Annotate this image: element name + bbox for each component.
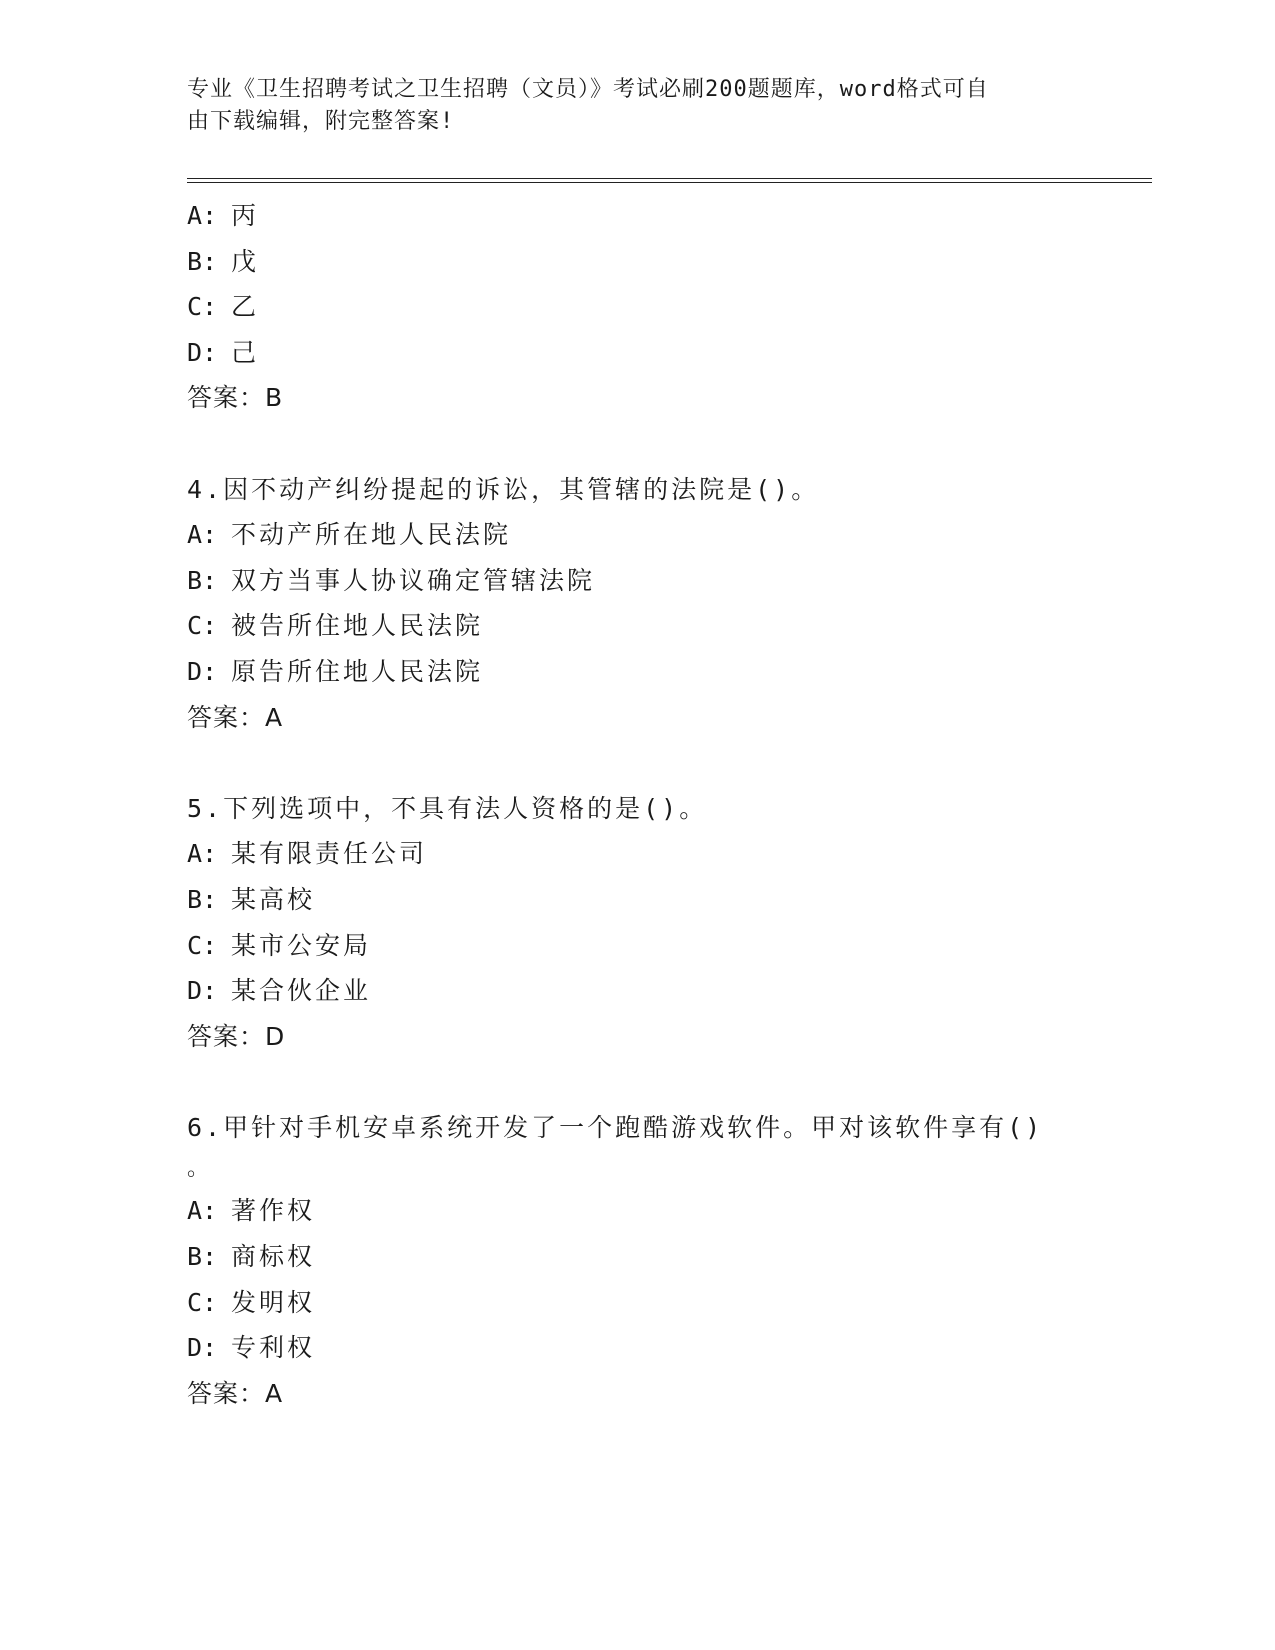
option-d: D: 原告所住地人民法院: [187, 656, 484, 686]
option-b: B: 商标权: [187, 1242, 316, 1272]
answer-label: 答案：D: [187, 1021, 286, 1051]
option-b: B: 某高校: [187, 884, 316, 914]
option-d: D: 某合伙企业: [187, 976, 372, 1006]
option-c: C: 乙: [187, 292, 260, 322]
spacer: [187, 421, 1147, 467]
answer-label: 答案：B: [187, 383, 284, 413]
answer-label: 答案：A: [187, 1378, 284, 1408]
question-text: 6.甲针对手机安卓系统开发了一个跑酷游戏软件。甲对该软件享有(): [187, 1112, 1044, 1142]
option-d: D: 己: [187, 337, 260, 367]
question-text-continuation: 。: [187, 1156, 213, 1182]
document-header: [187, 74, 1067, 138]
option-a: A: 著作权: [187, 1196, 316, 1226]
option-c: C: 某市公安局: [187, 930, 372, 960]
question-block-4: [187, 467, 1147, 741]
option-c: C: 发明权: [187, 1287, 316, 1317]
option-b: B: 戊: [187, 246, 260, 276]
option-b: B: 双方当事人协议确定管辖法院: [187, 565, 596, 595]
option-c: C: 被告所住地人民法院: [187, 611, 484, 641]
option-d: D: 专利权: [187, 1333, 316, 1363]
answer-label: 答案：A: [187, 702, 284, 732]
question-block-5: [187, 786, 1147, 1060]
question-block-prev: [187, 193, 1147, 421]
option-a: A: 某有限责任公司: [187, 839, 428, 869]
question-block-6: [187, 1105, 1147, 1417]
question-text: 5.下列选项中，不具有法人资格的是()。: [187, 793, 708, 823]
spacer: [187, 1059, 1147, 1105]
option-a: A: 丙: [187, 201, 260, 230]
option-a: A: 不动产所在地人民法院: [187, 520, 512, 550]
header-line-1: 专业《卫生招聘考试之卫生招聘（文员）》考试必刷200题题库，word格式可自: [187, 77, 989, 102]
question-text: 4.因不动产纠纷提起的诉讼，其管辖的法院是()。: [187, 474, 820, 504]
spacer: [187, 740, 1147, 786]
header-divider: [187, 178, 1152, 183]
header-line-2: 由下载编辑，附完整答案!: [187, 109, 455, 134]
question-list: [187, 193, 1147, 1416]
